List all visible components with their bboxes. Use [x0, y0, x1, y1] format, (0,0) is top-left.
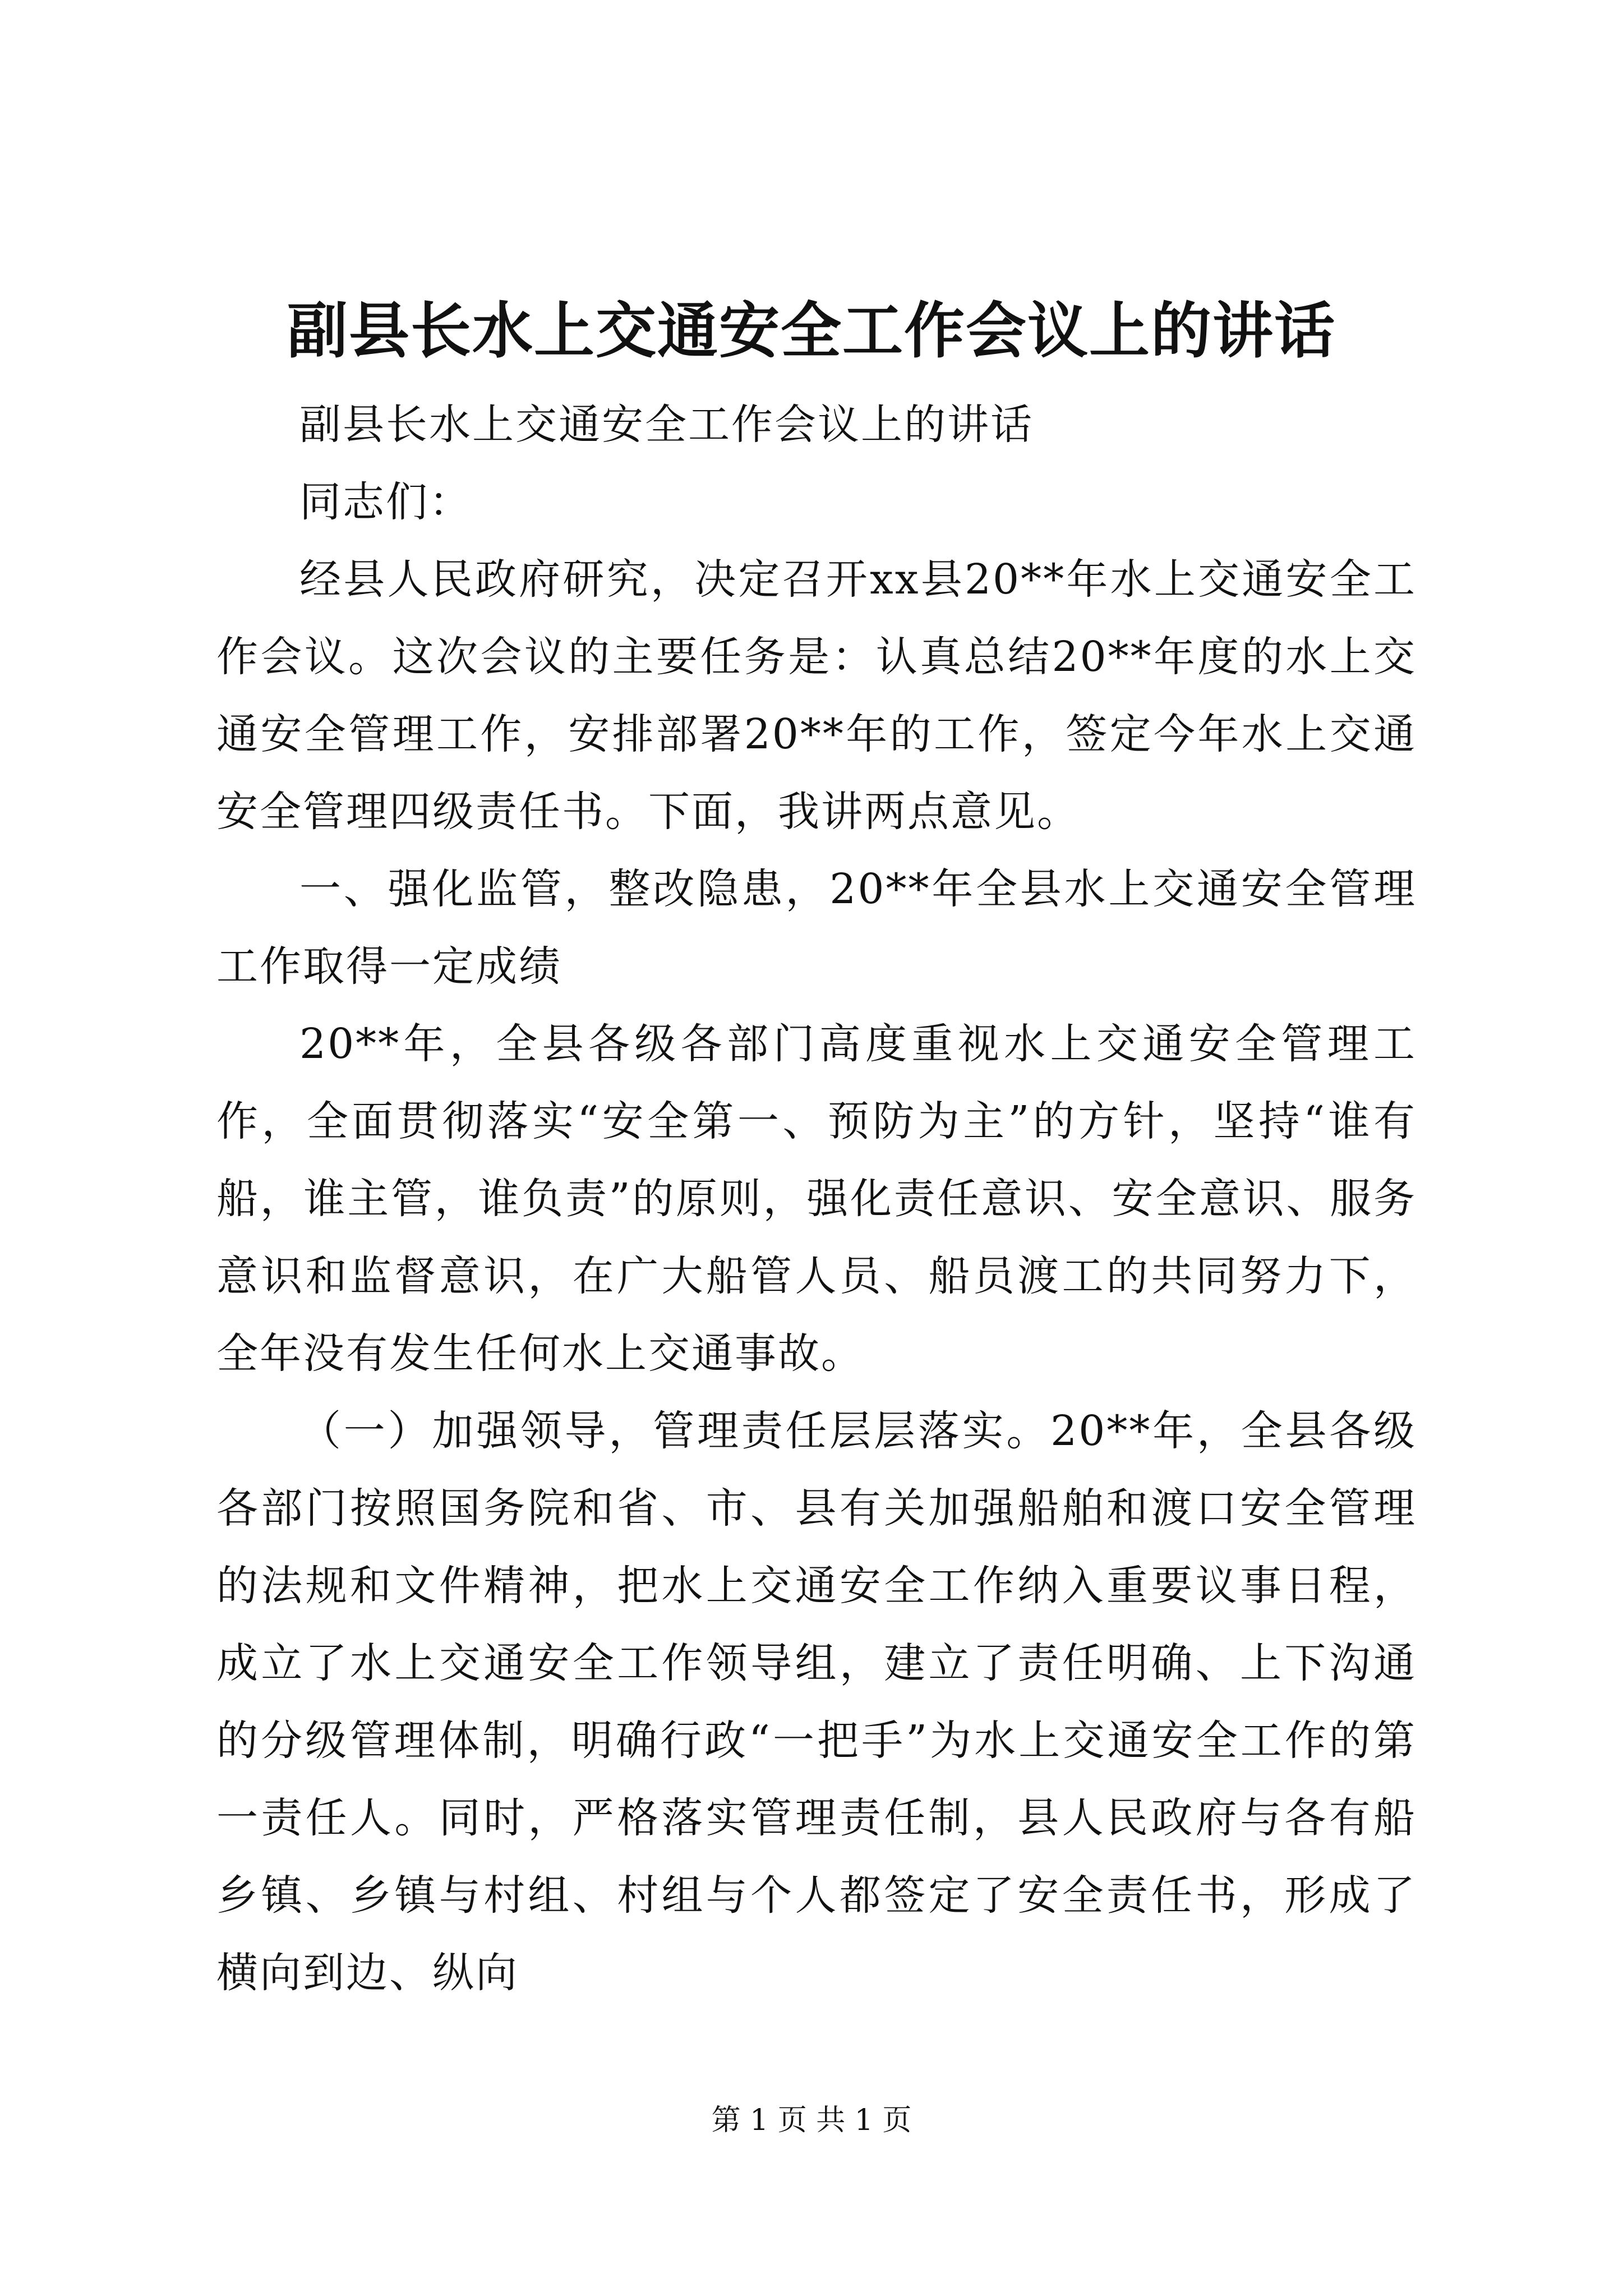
body-paragraph: （一）加强领导，管理责任层层落实。20**年，全县各级各部门按照国务院和省、市、县有关加强船舶和渡口安全管理的法规和文件精神，把水上交通安全工作纳入重要议事日程，成立了水上交通安全工作领导组，建立了责任明确、上下沟通的分级管理体制，明确行政“一把手”为水上交通安全工作的第一责任人。同时，严格落实管理责任制，县人民政府与各有船乡镇、乡镇与村组、村组与个人都签定了安全责任书，形成了横向到边、纵向 — [216, 1407, 1417, 1997]
section-heading-1: 一、强化监管，整改隐患，20**年全县水上交通安全管理工作取得一定成绩 — [216, 865, 1417, 991]
subtitle-paragraph: 副县长水上交通安全工作会议上的讲话 — [299, 401, 1034, 449]
document-body — [216, 386, 1417, 2012]
page-number-footer: 第 1 页 共 1 页 — [711, 2104, 912, 2137]
intro-paragraph: 经县人民政府研究，决定召开xx县20**年水上交通安全工作会议。这次会议的主要任务是：认真总结20**年度的水上交通安全管理工作，安排部署20**年的工作，签定今年水上交通安全管理四级责任书。下面，我讲两点意见。 — [216, 555, 1417, 836]
document-title: 副县长水上交通安全工作会议上的讲话 — [287, 296, 1336, 366]
salutation-paragraph: 同志们： — [299, 478, 472, 526]
body-paragraph: 20**年，全县各级各部门高度重视水上交通安全管理工作，全面贯彻落实“安全第一、预防为主”的方针，坚持“谁有船，谁主管，谁负责”的原则，强化责任意识、安全意识、服务意识和监督意识，在广大船管人员、船员渡工的共同努力下，全年没有发生任何水上交通事故。 — [216, 1020, 1417, 1378]
